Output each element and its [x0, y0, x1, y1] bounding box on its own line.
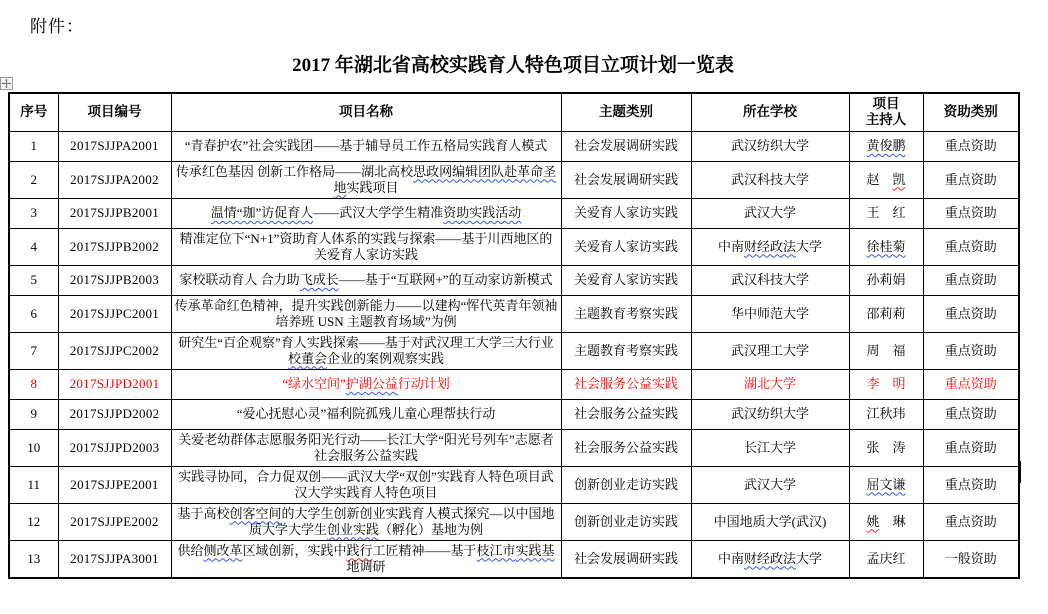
cell-project-name — [171, 265, 561, 295]
school-segment: 武汉纺织大学 — [730, 406, 809, 421]
cell-project-name — [171, 228, 561, 265]
cell-theme: 社会服务公益实践 — [561, 429, 691, 466]
table-row — [9, 332, 1019, 369]
cell-theme: 社会发展调研实践 — [561, 540, 691, 578]
school-segment: 武汉科技大学 — [730, 272, 809, 287]
name-segment: 企业的案例观察实践 — [327, 350, 445, 366]
header-theme: 主题类别 — [561, 93, 691, 131]
cell-theme: 主题教育考察实践 — [561, 295, 691, 332]
name-segment: 行动计划 — [397, 376, 450, 391]
cell-school — [691, 265, 849, 295]
cell-theme: 社会发展调研实践 — [561, 131, 691, 161]
cell-school — [691, 198, 849, 228]
cell-project-name — [171, 295, 561, 332]
name-segment: 的大学生创新创业实践育人模式探究—以中国地质大学大学生 — [248, 505, 555, 537]
cell-serial: 11 — [9, 466, 58, 503]
page-title: 2017 年湖北省高校实践育人特色项目立项计划一览表 — [292, 55, 734, 76]
cell-fund: 重点资助 — [923, 161, 1019, 198]
name-segment: 地调研 — [346, 558, 386, 574]
table-row — [9, 198, 1019, 228]
cell-project-code: 2017SJJPA2001 — [58, 131, 171, 161]
cell-theme: 关爱育人家访实践 — [561, 228, 691, 265]
cell-school — [691, 228, 849, 265]
host-segment: 周 福 — [866, 342, 906, 358]
cell-serial: 13 — [9, 540, 58, 578]
school-segment: 武汉大学 — [743, 205, 796, 220]
school-segment: 武汉纺织大学 — [730, 138, 809, 153]
name-segment: 实践基 — [515, 542, 555, 558]
cell-serial: 10 — [9, 429, 58, 466]
cell-fund: 重点资助 — [923, 466, 1019, 503]
host-segment: 王 红 — [866, 205, 906, 220]
cell-project-code: 2017SJJPC2001 — [58, 295, 171, 332]
host-segment: 黄俊鹏 — [866, 138, 906, 153]
school-segment: 湖北大学 — [743, 376, 796, 391]
cell-project-code: 2017SJJPA3001 — [58, 540, 171, 578]
cell-fund: 重点资助 — [923, 332, 1019, 369]
cell-project-code: 2017SJJPB2003 — [58, 265, 171, 295]
school-segment: 中南 — [717, 238, 744, 254]
cell-school — [691, 295, 849, 332]
host-segment: 孟庆红 — [866, 550, 906, 566]
host-segment: 凯 — [892, 171, 906, 187]
host-segment: 张 涛 — [866, 439, 906, 455]
table-row — [9, 161, 1019, 198]
cell-project-code: 2017SJJPB2001 — [58, 198, 171, 228]
cell-school — [691, 429, 849, 466]
table-row — [9, 466, 1019, 503]
cell-host — [849, 332, 923, 369]
host-segment: 邵莉莉 — [866, 305, 906, 321]
cell-host — [849, 131, 923, 161]
school-segment: 财经政法 — [743, 238, 796, 254]
cell-project-name — [171, 399, 561, 429]
attachment-label: 附件： — [30, 17, 84, 36]
cell-project-code: 2017SJJPD2001 — [58, 369, 171, 399]
cell-school — [691, 161, 849, 198]
cell-project-code: 2017SJJPE2001 — [58, 466, 171, 503]
name-segment: 传承革命红色精神，提升实践创新能力——以建构“恽代英青年领袖培养班 USN 主题教育场域”为例 — [174, 297, 558, 329]
cell-project-name — [171, 131, 561, 161]
cell-theme: 社会服务公益实践 — [561, 369, 691, 399]
cell-serial: 9 — [9, 399, 58, 429]
name-segment: 研究生“百企观察”育人实践探索——基于对武汉理工大学三大行业 — [178, 334, 554, 350]
table-row — [9, 399, 1019, 429]
cell-school — [691, 503, 849, 540]
cell-project-code: 2017SJJPD2003 — [58, 429, 171, 466]
school-segment: 财经政法 — [743, 550, 796, 566]
cell-school — [691, 540, 849, 578]
header-host-line2: 主持人 — [865, 112, 907, 128]
header-host-line1: 项目 — [872, 96, 900, 112]
name-segment: （孵化）基地为例 — [379, 521, 484, 537]
cell-theme: 社会发展调研实践 — [561, 161, 691, 198]
cell-theme: 关爱育人家访实践 — [561, 265, 691, 295]
name-segment: 基于高校 — [177, 505, 230, 521]
school-segment: 中南 — [717, 550, 744, 566]
cell-project-code: 2017SJJPE2002 — [58, 503, 171, 540]
cell-project-name — [171, 466, 561, 503]
name-segment: 实践项目 — [346, 179, 399, 195]
cell-fund: 重点资助 — [923, 399, 1019, 429]
cell-serial: 4 — [9, 228, 58, 265]
cell-host — [849, 295, 923, 332]
cell-project-name — [171, 161, 561, 198]
host-segment: 孙莉娟 — [866, 272, 906, 287]
name-segment: 校董会 — [287, 350, 327, 366]
name-segment: 创业实践 — [326, 521, 379, 537]
name-segment: 传承红色基因 创新工作格局——湖北高校 — [175, 163, 414, 179]
cell-theme: 关爱育人家访实践 — [561, 198, 691, 228]
table-header-row — [9, 93, 1019, 131]
name-segment: 枝江市 — [476, 542, 516, 558]
school-segment: 大学 — [796, 238, 823, 254]
table-move-handle-icon[interactable] — [0, 77, 13, 90]
table-row — [9, 265, 1019, 295]
name-segment: ——基于“互联网+”的互动家访新模式 — [338, 272, 553, 287]
name-segment: 创客空间 — [229, 505, 282, 521]
cell-theme: 创新创业走访实践 — [561, 503, 691, 540]
name-segment: 温情“珈”访促育人 — [210, 205, 314, 220]
name-segment: 工匠精神——基于 — [372, 542, 477, 558]
cell-school — [691, 332, 849, 369]
table-row — [9, 228, 1019, 265]
name-segment: 区域创新，实践中 — [242, 542, 347, 558]
cell-project-name — [171, 369, 561, 399]
text-cursor — [1019, 461, 1021, 483]
cell-serial: 2 — [9, 161, 58, 198]
school-segment: 华中师范大学 — [730, 305, 809, 321]
name-segment: “绿水空间” — [282, 376, 346, 391]
host-segment: 姚 — [866, 513, 880, 529]
cell-fund: 重点资助 — [923, 295, 1019, 332]
name-segment: 资助实践活动 — [443, 205, 522, 220]
cell-host — [849, 265, 923, 295]
cell-project-name — [171, 540, 561, 578]
school-segment: 武汉理工大学 — [730, 342, 809, 358]
projects-table — [8, 92, 1020, 579]
host-segment: 江秋玮 — [866, 406, 906, 421]
table-header — [9, 93, 1019, 131]
school-segment: 武汉大学 — [743, 476, 796, 492]
cell-theme: 社会服务公益实践 — [561, 399, 691, 429]
cell-fund: 重点资助 — [923, 131, 1019, 161]
cell-fund: 一般资助 — [923, 540, 1019, 578]
name-segment: “爱心抚慰心灵”福利院孤残儿童心理帮扶行动 — [236, 406, 496, 421]
cell-school — [691, 466, 849, 503]
cell-host — [849, 540, 923, 578]
cell-fund: 重点资助 — [923, 228, 1019, 265]
table-row — [9, 540, 1019, 578]
header-fund: 资助类别 — [923, 93, 1019, 131]
header-project-name: 项目名称 — [171, 93, 561, 131]
cell-project-code: 2017SJJPD2002 — [58, 399, 171, 429]
cell-project-name — [171, 503, 561, 540]
cross-arrows-icon — [2, 79, 11, 88]
cell-host — [849, 429, 923, 466]
cell-serial: 7 — [9, 332, 58, 369]
name-segment: 关爱老幼群体志愿服务阳光行动——长江大学“阳光号列车”志愿者社会服务公益实践 — [178, 431, 554, 463]
school-segment: 中国地质大学(武汉) — [713, 513, 827, 529]
table-row — [9, 131, 1019, 161]
cell-project-code: 2017SJJPA2002 — [58, 161, 171, 198]
name-segment: 思政网编辑团队赴革命圣地 — [333, 163, 557, 195]
header-serial: 序号 — [9, 93, 58, 131]
host-segment: 赵 — [866, 171, 893, 187]
host-segment: 徐桂菊 — [866, 238, 906, 254]
cell-serial: 1 — [9, 131, 58, 161]
header-school: 所在学校 — [691, 93, 849, 131]
cell-host — [849, 466, 923, 503]
name-segment: 践行 — [346, 542, 373, 558]
cell-project-name — [171, 429, 561, 466]
cell-fund: 重点资助 — [923, 265, 1019, 295]
cell-fund: 重点资助 — [923, 503, 1019, 540]
cell-host — [849, 503, 923, 540]
school-segment: 武汉科技大学 — [730, 171, 809, 187]
school-segment: 大学 — [796, 550, 823, 566]
header-host — [849, 93, 923, 131]
table-row — [9, 369, 1019, 399]
table-row — [9, 429, 1019, 466]
cell-theme: 主题教育考察实践 — [561, 332, 691, 369]
cell-serial: 6 — [9, 295, 58, 332]
cell-fund: 重点资助 — [923, 369, 1019, 399]
name-segment: 飞成长 — [299, 272, 339, 287]
cell-project-code: 2017SJJPC2002 — [58, 332, 171, 369]
school-segment: 长江大学 — [743, 439, 796, 455]
cell-school — [691, 399, 849, 429]
cell-host — [849, 228, 923, 265]
cell-host — [849, 369, 923, 399]
cell-serial: 3 — [9, 198, 58, 228]
cell-fund: 重点资助 — [923, 198, 1019, 228]
name-segment: 侧改革 — [203, 542, 243, 558]
cell-serial: 8 — [9, 369, 58, 399]
host-segment: 李 明 — [866, 376, 906, 391]
cell-fund: 重点资助 — [923, 429, 1019, 466]
cell-school — [691, 369, 849, 399]
name-segment: “青春护农”社会实践团——基于辅导员工作五格局实践育人模式 — [184, 138, 548, 153]
cell-project-name — [171, 332, 561, 369]
table-row — [9, 295, 1019, 332]
name-segment: 实践寻协同，合力促双创——武汉大学“双创”实践育人特色项目武汉大学实践育人特色项目 — [178, 468, 554, 500]
cell-school — [691, 131, 849, 161]
host-segment: 屈文谦 — [866, 476, 906, 492]
name-segment: 家校联动育人 合力助 — [179, 272, 300, 287]
cell-project-name — [171, 198, 561, 228]
cell-serial: 5 — [9, 265, 58, 295]
name-segment: 护湖公益 — [345, 376, 398, 391]
cell-serial: 12 — [9, 503, 58, 540]
cell-theme: 创新创业走访实践 — [561, 466, 691, 503]
host-segment: 琳 — [879, 513, 906, 529]
table-row — [9, 503, 1019, 540]
name-segment: 供给 — [177, 542, 204, 558]
name-segment: ——武汉大学学生精准 — [313, 205, 444, 220]
cell-host — [849, 161, 923, 198]
cell-project-code: 2017SJJPB2002 — [58, 228, 171, 265]
header-project-code: 项目编号 — [58, 93, 171, 131]
name-segment: 精准定位下“N+1”资助育人体系的实践与探索——基于川西地区的关爱育人家访实践 — [179, 230, 553, 262]
table-body — [9, 131, 1019, 578]
cell-host — [849, 198, 923, 228]
cell-host — [849, 399, 923, 429]
